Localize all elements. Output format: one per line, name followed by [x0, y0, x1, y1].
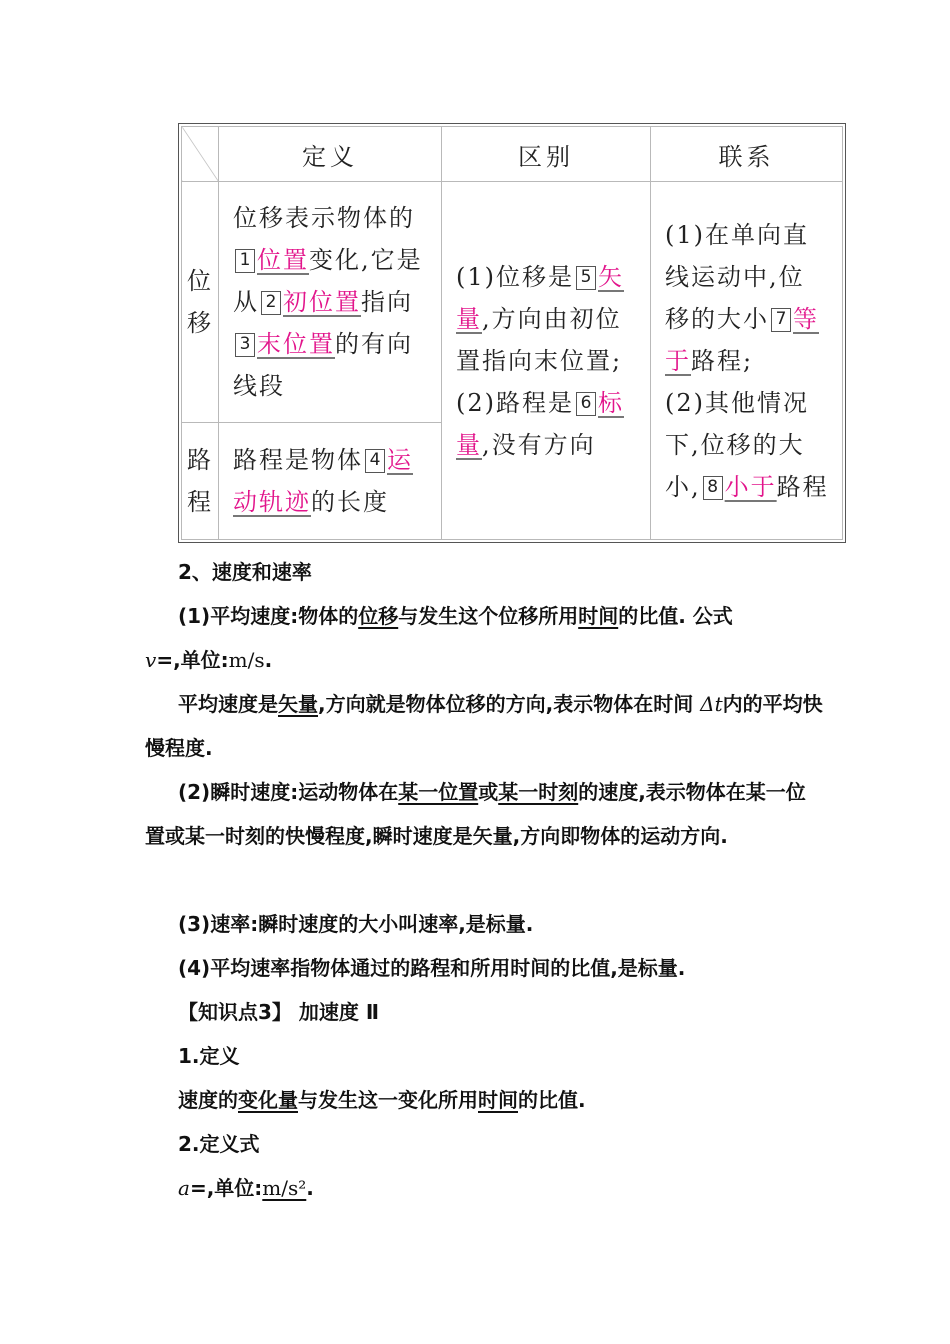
acceleration-formula: a=,单位:m/s². — [178, 1176, 314, 1200]
blank-number-7: 7 — [771, 308, 791, 332]
definition-formula-title: 2.定义式 — [178, 1132, 260, 1156]
definition-distance: 路程是物体 4 运动轨迹的长度 — [219, 423, 442, 540]
underlined-term: 位移 — [358, 604, 399, 628]
underlined-term: 矢量 — [278, 692, 318, 716]
displacement-distance-table — [181, 126, 843, 540]
answer-2: 初位置 — [283, 288, 361, 316]
comparison-table-frame — [178, 123, 846, 543]
blank-number-8: 8 — [703, 476, 723, 500]
acceleration-definition: 速度的变化量与发生这一变化所用时间的比值. — [178, 1088, 586, 1112]
definition-displacement: 位移表示物体的1 位置变化,它是从 2 初位置指向3 末位置的有向线段 — [219, 182, 442, 423]
blank-number-3: 3 — [235, 333, 255, 357]
answer-5: 矢量 — [456, 262, 624, 333]
answer-8: 小于 — [724, 472, 777, 501]
blank-number-6: 6 — [576, 392, 596, 416]
underlined-term: 时间 — [578, 604, 619, 628]
answer-1: 位置 — [257, 246, 309, 274]
delta-t-symbol: Δt — [700, 692, 723, 716]
average-speed-paragraph: (4)平均速率指物体通过的路程和所用时间的比值,是标量. — [178, 956, 686, 980]
table-header-row — [182, 127, 843, 182]
average-velocity-vector-paragraph: 平均速度是矢量,方向就是物体位移的方向,表示物体在时间 Δt内的平均快慢程度. — [145, 692, 823, 760]
underlined-term: 变化量 — [238, 1088, 298, 1112]
header-difference: 区别 — [442, 127, 651, 182]
blank-number-5: 5 — [576, 266, 596, 290]
answer-3: 末位置 — [257, 330, 335, 358]
answer-4: 运动轨迹 — [233, 446, 413, 516]
header-definition: 定义 — [219, 127, 442, 182]
velocity-symbol: v — [145, 648, 157, 672]
relation-cell: (1)在单向直线运动中,位移的大小 7 等于路程; (2)其他情况下,位移的大小, 8 小于路程 — [651, 182, 843, 540]
acceleration-unit: m/s² — [262, 1176, 307, 1200]
blank-number-2: 2 — [261, 291, 281, 315]
difference-cell: (1)位移是 5 矢量,方向由初位置指向末位置; (2)路程是 6 标量,没有方向 — [442, 182, 651, 540]
row-head-distance: 路 程 — [182, 423, 219, 540]
row-head-displacement: 位 移 — [182, 182, 219, 423]
blank-number-4: 4 — [365, 449, 385, 473]
definition-title: 1.定义 — [178, 1044, 240, 1068]
header-relation: 联系 — [651, 127, 843, 182]
acceleration-symbol: a — [178, 1176, 190, 1200]
average-velocity-paragraph: (1)平均速度:物体的位移与发生这个位移所用时间的比值. 公式 v=,单位:m/s. — [145, 604, 733, 672]
blank-number-1: 1 — [235, 249, 255, 273]
table-row-displacement — [182, 182, 843, 423]
answer-6: 标量 — [456, 388, 624, 459]
velocity-unit: m/s — [228, 648, 265, 672]
underlined-term: 某一时刻 — [498, 780, 579, 804]
instantaneous-velocity-paragraph: (2)瞬时速度:运动物体在某一位置或某一时刻的速度,表示物体在某一位置或某一时刻的快慢程度,瞬时速度是矢量,方向即物体的运动方向. — [145, 780, 806, 848]
diagonal-corner-cell — [182, 127, 219, 182]
knowledge-point-3-heading: 【知识点3】 加速度 Ⅱ — [178, 1000, 380, 1024]
underlined-term: 时间 — [478, 1088, 518, 1112]
underlined-term: 某一位置 — [398, 780, 479, 804]
section-title-speed: 2、速度和速率 — [178, 560, 312, 584]
answer-7: 等于 — [665, 304, 819, 375]
speed-paragraph: (3)速率:瞬时速度的大小叫速率,是标量. — [178, 912, 534, 936]
